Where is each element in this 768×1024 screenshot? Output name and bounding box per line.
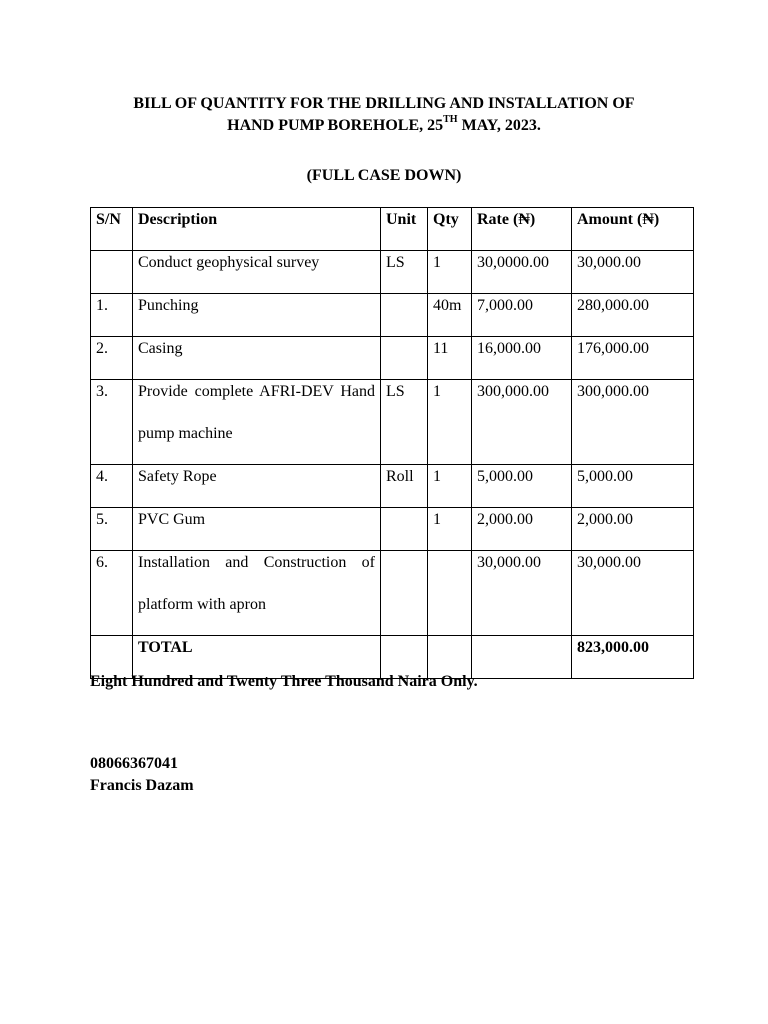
table-row: [91, 551, 694, 636]
cell-unit: [381, 508, 428, 551]
cell-rate: [472, 636, 572, 679]
title-line-2-start: HAND PUMP BOREHOLE, 25: [227, 117, 444, 134]
cell-unit: Roll: [381, 465, 428, 508]
cell-rate: 30,000.00: [472, 551, 572, 636]
cell-rate: 30,0000.00: [472, 251, 572, 294]
cell-unit: LS: [381, 380, 428, 465]
cell-rate: 300,000.00: [472, 380, 572, 465]
header-amount: Amount (₦): [572, 208, 694, 251]
document-subtitle: (FULL CASE DOWN): [306, 167, 462, 184]
cell-amount: 30,000.00: [572, 551, 694, 636]
cell-qty: [428, 551, 472, 636]
cell-description: PVC Gum: [133, 508, 381, 551]
cell-description: [133, 551, 381, 636]
cell-unit: [381, 551, 428, 636]
cell-sn: 6.: [91, 551, 133, 636]
document-title: [0, 93, 768, 137]
bill-of-quantity-table: [90, 207, 694, 679]
cell-unit: [381, 294, 428, 337]
cell-description-text: Provide complete AFRI-DEV Hand pump machine: [138, 383, 375, 442]
cell-sn: [91, 251, 133, 294]
cell-sn: 1.: [91, 294, 133, 337]
cell-rate: 2,000.00: [472, 508, 572, 551]
header-qty: Qty: [428, 208, 472, 251]
cell-rate: 7,000.00: [472, 294, 572, 337]
header-rate: Rate (₦): [472, 208, 572, 251]
cell-rate: 16,000.00: [472, 337, 572, 380]
cell-description: [133, 380, 381, 465]
cell-qty: 1: [428, 380, 472, 465]
cell-amount: 2,000.00: [572, 508, 694, 551]
cell-amount: 280,000.00: [572, 294, 694, 337]
cell-amount: 300,000.00: [572, 380, 694, 465]
cell-description: Safety Rope: [133, 465, 381, 508]
cell-sn: 3.: [91, 380, 133, 465]
cell-qty: 40m: [428, 294, 472, 337]
cell-description: Casing: [133, 337, 381, 380]
title-line-2: [0, 115, 768, 137]
cell-amount: 30,000.00: [572, 251, 694, 294]
contact-name: Francis Dazam: [90, 777, 194, 794]
cell-amount: 5,000.00: [572, 465, 694, 508]
cell-unit: [381, 337, 428, 380]
table-row: [91, 380, 694, 465]
amount-in-words: Eight Hundred and Twenty Three Thousand Naira Only.: [90, 673, 478, 690]
cell-sn: 5.: [91, 508, 133, 551]
table-row: [91, 251, 694, 294]
table-row: [91, 337, 694, 380]
table-row: [91, 508, 694, 551]
cell-sn: 4.: [91, 465, 133, 508]
cell-sn: 2.: [91, 337, 133, 380]
total-label: TOTAL: [133, 636, 381, 679]
header-unit: Unit: [381, 208, 428, 251]
cell-amount: 176,000.00: [572, 337, 694, 380]
cell-description-text: Installation and Construction of platform with apron: [138, 554, 375, 613]
table-row: [91, 465, 694, 508]
cell-unit: LS: [381, 251, 428, 294]
cell-qty: 1: [428, 508, 472, 551]
header-sn: S/N: [91, 208, 133, 251]
cell-qty: 1: [428, 251, 472, 294]
title-line-1: BILL OF QUANTITY FOR THE DRILLING AND INSTALLATION OF: [133, 95, 635, 112]
title-line-2-end: MAY, 2023.: [457, 117, 541, 134]
cell-description: Conduct geophysical survey: [133, 251, 381, 294]
title-date-ordinal: TH: [443, 113, 458, 125]
cell-description: Punching: [133, 294, 381, 337]
header-description: Description: [133, 208, 381, 251]
table-row: [91, 294, 694, 337]
total-amount: 823,000.00: [572, 636, 694, 679]
table-header-row: [91, 208, 694, 251]
cell-rate: 5,000.00: [472, 465, 572, 508]
contact-phone: 08066367041: [90, 755, 178, 772]
cell-qty: 1: [428, 465, 472, 508]
cell-qty: 11: [428, 337, 472, 380]
